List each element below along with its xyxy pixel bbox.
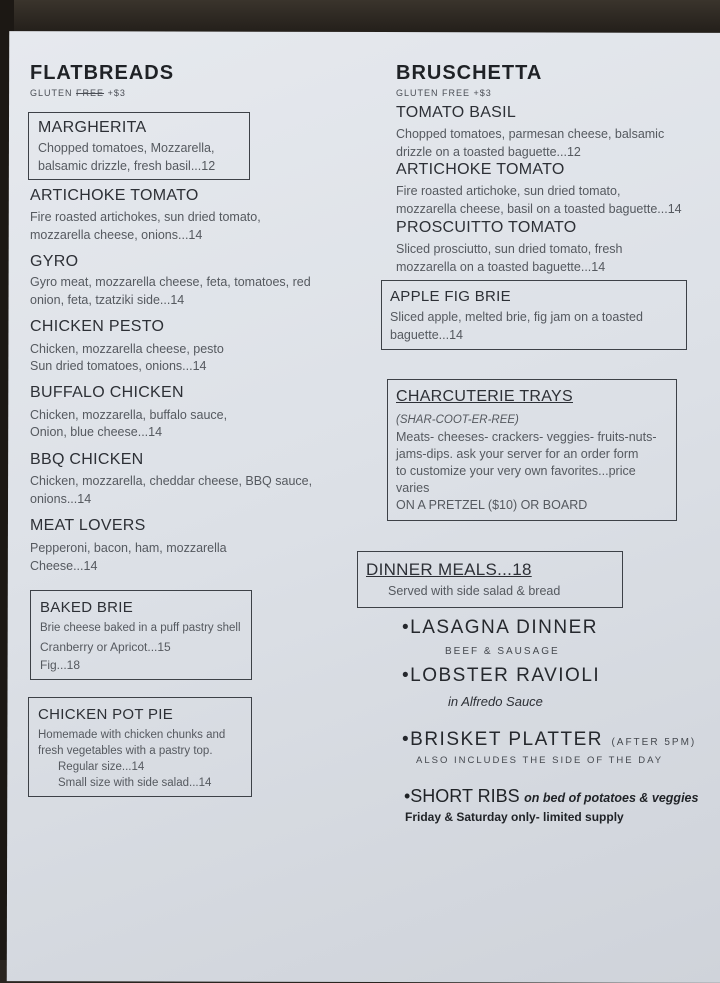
item-desc: mozzarella on a toasted baguette...14 xyxy=(396,260,606,274)
baked-brie-desc: Brie cheese baked in a puff pastry shell xyxy=(40,622,241,634)
charcuterie-pronounce: (SHAR-COOT-ER-REE) xyxy=(396,414,519,426)
dinner-item-lasagna-sub: BEEF & SAUSAGE xyxy=(445,646,560,657)
item-desc: Chicken, mozzarella, buffalo sauce, xyxy=(30,408,228,422)
item-desc: baguette...14 xyxy=(390,328,463,342)
dinner-subtitle: Served with side salad & bread xyxy=(388,584,561,598)
item-desc: Fire roasted artichoke, sun dried tomato, xyxy=(396,184,621,198)
item-name: MARGHERITA xyxy=(38,119,147,136)
dinner-item-ravioli-sub: in Alfredo Sauce xyxy=(448,694,543,709)
item-name: BUFFALO CHICKEN xyxy=(30,384,184,401)
charcuterie-serving: ON A PRETZEL ($10) OR BOARD xyxy=(396,498,588,512)
pot-pie-price: Regular size...14 xyxy=(58,761,145,773)
dinner-item-brisket: •BRISKET PLATTER xyxy=(402,729,603,750)
charcuterie-desc: jams-dips. ask your server for an order form xyxy=(396,447,639,461)
item-desc: onions...14 xyxy=(30,492,92,506)
baked-brie-price: Fig...18 xyxy=(40,658,81,672)
bruschetta-title: BRUSCHETTA xyxy=(396,62,543,84)
charcuterie-desc: varies xyxy=(396,481,430,495)
item-desc: mozzarella cheese, onions...14 xyxy=(30,228,203,242)
bruschetta-gluten-note: GLUTEN FREE +$3 xyxy=(396,88,492,98)
dinner-item-lasagna: •LASAGNA DINNER xyxy=(402,617,598,638)
dinner-item-brisket-note: (AFTER 5PM) xyxy=(611,737,697,748)
item-desc: Chicken, mozzarella cheese, pesto xyxy=(30,342,224,356)
dinner-title: DINNER MEALS...18 xyxy=(366,560,532,579)
item-desc: balsamic drizzle, fresh basil...12 xyxy=(38,159,216,173)
item-name: PROSCUITTO TOMATO xyxy=(396,219,577,236)
item-desc: Onion, blue cheese...14 xyxy=(30,425,163,439)
item-desc: Pepperoni, bacon, ham, mozzarella xyxy=(30,541,227,555)
pot-pie-price: Small size with side salad...14 xyxy=(58,777,212,789)
dinner-item-ribs-line xyxy=(404,786,698,807)
item-name: APPLE FIG BRIE xyxy=(390,288,511,305)
item-name: ARTICHOKE TOMATO xyxy=(30,187,199,204)
pot-pie-desc: fresh vegetables with a pastry top. xyxy=(38,745,213,757)
item-desc: Sliced prosciutto, sun dried tomato, fresh xyxy=(396,242,623,256)
item-desc: Gyro meat, mozzarella cheese, feta, tomatoes, red xyxy=(30,275,311,289)
dinner-item-ribs-sub: Friday & Saturday only- limited supply xyxy=(405,810,624,824)
item-desc: Sun dried tomatoes, onions...14 xyxy=(30,359,207,373)
item-desc: Sliced apple, melted brie, fig jam on a toasted xyxy=(390,310,643,324)
item-name: ARTICHOKE TOMATO xyxy=(396,161,565,178)
item-name: GYRO xyxy=(30,253,79,270)
dinner-item-ravioli: •LOBSTER RAVIOLI xyxy=(402,665,601,686)
pot-pie-desc: Homemade with chicken chunks and xyxy=(38,729,226,741)
item-desc: Chopped tomatoes, Mozzarella, xyxy=(38,141,215,155)
charcuterie-desc: Meats- cheeses- crackers- veggies- fruits-nuts- xyxy=(396,430,657,444)
item-name: MEAT LOVERS xyxy=(30,517,146,534)
flatbreads-title: FLATBREADS xyxy=(30,62,175,84)
charcuterie-desc: to customize your very own favorites...price xyxy=(396,464,636,478)
item-name: BBQ CHICKEN xyxy=(30,451,144,468)
baked-brie-price: Cranberry or Apricot...15 xyxy=(40,640,171,654)
item-name: TOMATO BASIL xyxy=(396,104,517,121)
item-desc: mozzarella cheese, basil on a toasted baguette...14 xyxy=(396,202,682,216)
item-name: CHICKEN PESTO xyxy=(30,318,165,335)
item-desc: Chicken, mozzarella, cheddar cheese, BBQ sauce, xyxy=(30,474,313,488)
flatbreads-gluten-note: GLUTEN FREE +$3 xyxy=(30,88,126,98)
item-desc: Fire roasted artichokes, sun dried tomato, xyxy=(30,210,261,224)
dinner-item-brisket-line xyxy=(402,729,696,751)
dinner-item-ribs-note: on bed of potatoes & veggies xyxy=(524,791,699,805)
item-desc: Cheese...14 xyxy=(30,559,98,573)
item-desc: drizzle on a toasted baguette...12 xyxy=(396,145,581,159)
item-desc: onion, feta, tzatziki side...14 xyxy=(30,293,185,307)
item-desc: Chopped tomatoes, parmesan cheese, balsamic xyxy=(396,127,665,141)
charcuterie-title: CHARCUTERIE TRAYS xyxy=(396,388,573,405)
pot-pie-title: CHICKEN POT PIE xyxy=(38,706,174,723)
dinner-item-ribs: •SHORT RIBS xyxy=(404,786,520,806)
baked-brie-title: BAKED BRIE xyxy=(40,599,134,616)
dinner-item-brisket-sub: ALSO INCLUDES THE SIDE OF THE DAY xyxy=(416,755,664,766)
